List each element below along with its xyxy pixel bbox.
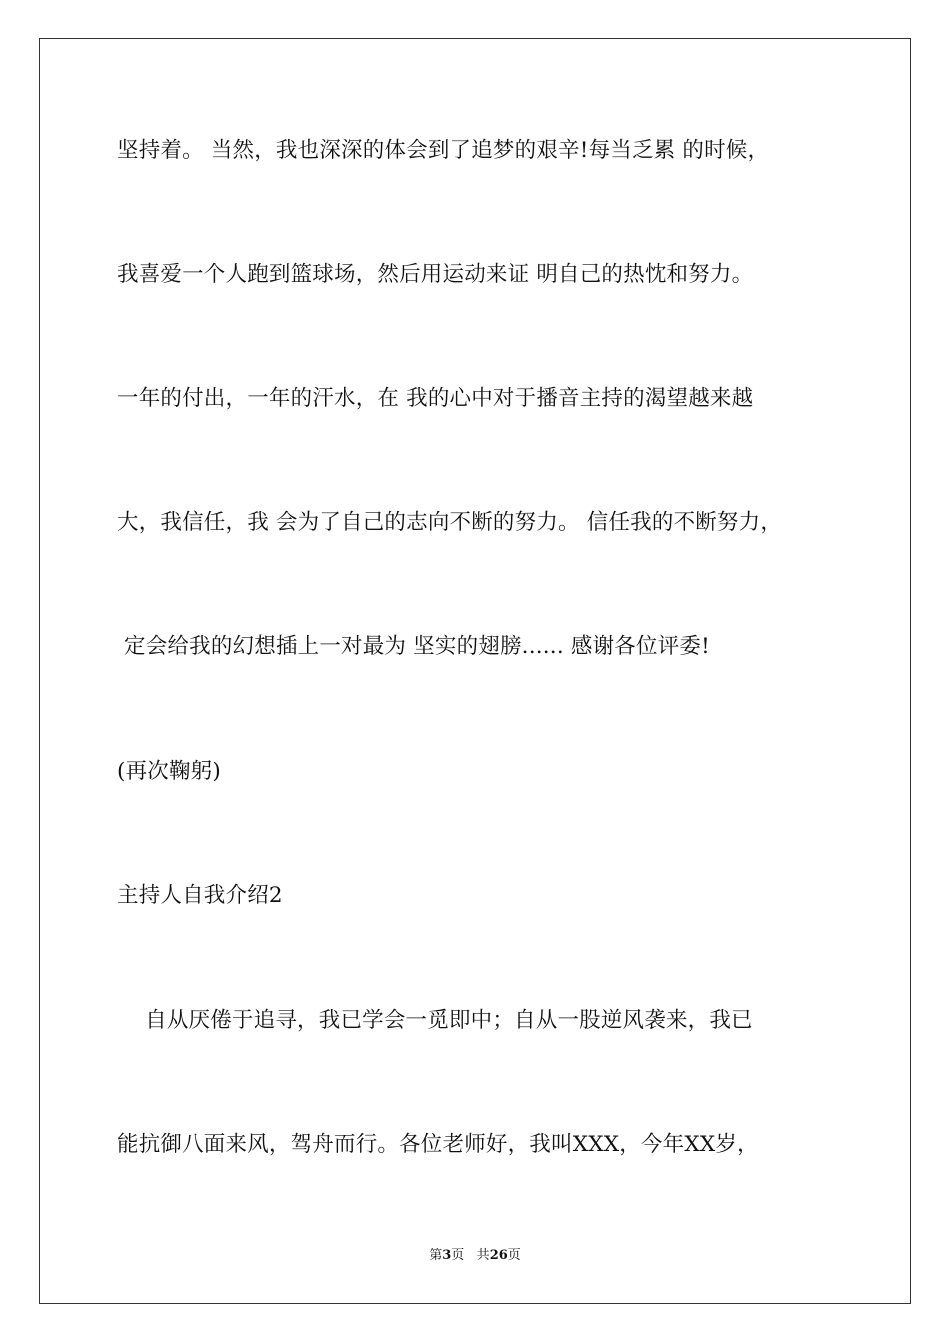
footer-total-unit: 页: [507, 1248, 521, 1263]
footer-total-prefix: 共: [476, 1248, 490, 1263]
body-text-line-1: 坚持着。 当然，我也深深的体会到了追梦的艰辛!每当乏累 的时候，: [117, 138, 770, 163]
page-border: [39, 38, 911, 1304]
body-text-line-5: 定会给我的幻想插上一对最为 坚实的翅膀...... 感谢各位评委!: [117, 634, 710, 659]
footer-page-unit: 页: [451, 1248, 465, 1263]
body-text-line-7: 自从厌倦于追寻，我已学会一觅即中；自从一股逆风袭来，我已: [117, 1008, 753, 1033]
body-text-line-6: (再次鞠躬): [117, 759, 221, 784]
body-text-line-4: 大，我信任，我 会为了自己的志向不断的努力。 信任我的不断努力，: [117, 510, 783, 535]
body-text-line-3: 一年的付出，一年的汗水，在 我的心中对于播音主持的渴望越来越: [117, 386, 754, 411]
page-footer: [0, 1247, 950, 1265]
section-heading: 主持人自我介绍2: [117, 883, 283, 908]
footer-prefix: 第: [429, 1248, 443, 1263]
footer-current-page: 3: [442, 1248, 452, 1263]
footer-total-pages: 26: [489, 1248, 508, 1263]
body-text-line-2: 我喜爱一个人跑到篮球场，然后用运动来证 明自己的热忱和努力。: [117, 262, 754, 287]
body-text-line-8: 能抗御八面来风，驾舟而行。各位老师好，我叫XXX，今年XX岁，: [117, 1132, 759, 1157]
